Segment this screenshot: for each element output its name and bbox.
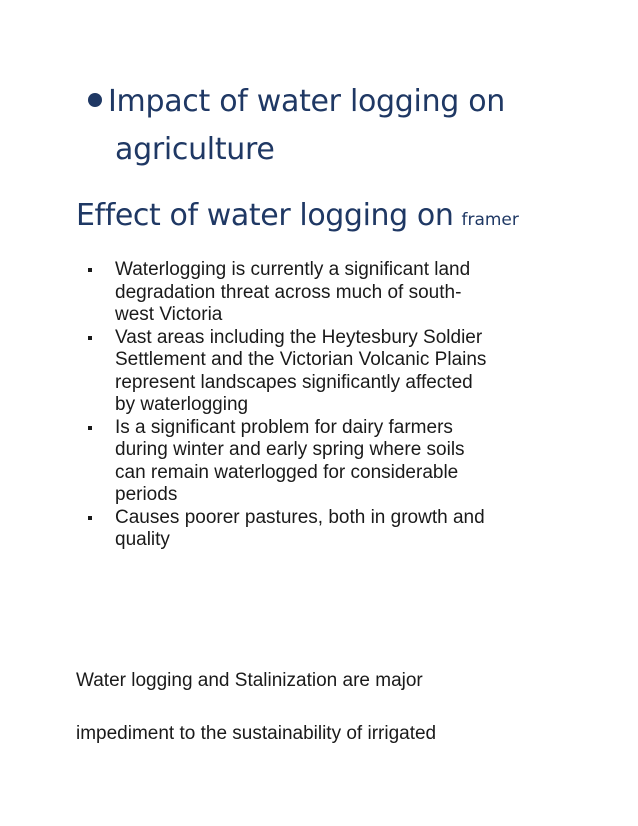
list-item-line: Causes poorer pastures, both in growth and <box>115 506 485 528</box>
subheading-small-text: framer <box>461 210 519 230</box>
list-item-line: represent landscapes significantly affected <box>115 371 473 393</box>
list-item <box>84 259 574 327</box>
list-item-line: during winter and early spring where soils <box>115 439 465 460</box>
list-item-line: by waterlogging <box>115 394 249 415</box>
subheading-main-text: Effect of water logging on <box>76 198 454 233</box>
list-item-line: can remain waterlogged for considerable <box>115 461 459 483</box>
list-item-line: Waterlogging is currently a significant land <box>115 259 471 280</box>
section-heading <box>88 78 558 174</box>
list-item-line: quality <box>115 529 170 550</box>
paragraph-line-2: impediment to the sustainability of irrigated <box>76 723 437 744</box>
list-item-line: Settlement and the Victorian Volcanic Plains <box>115 349 487 370</box>
subheading <box>76 192 616 244</box>
section-heading-line-1: Impact of water logging on <box>108 84 506 119</box>
paragraph-line-1: Water logging and Stalinization are major <box>76 670 423 691</box>
square-bullet-icon <box>88 516 92 520</box>
list-item-line: west Victoria <box>115 304 223 325</box>
list-item-line: degradation threat across much of south- <box>115 281 462 303</box>
square-bullet-icon <box>88 336 92 340</box>
list-item-line: periods <box>115 484 178 505</box>
bullet-list <box>84 259 574 552</box>
list-item <box>84 417 574 507</box>
bullet-dot-icon <box>88 93 102 107</box>
list-item <box>84 327 574 417</box>
list-item <box>84 507 574 552</box>
section-heading-line-2: agriculture <box>115 132 275 167</box>
list-item-line: Is a significant problem for dairy farmers <box>115 416 453 438</box>
square-bullet-icon <box>88 426 92 430</box>
square-bullet-icon <box>88 268 92 272</box>
list-item-line: Vast areas including the Heytesbury Soldier <box>115 326 483 348</box>
